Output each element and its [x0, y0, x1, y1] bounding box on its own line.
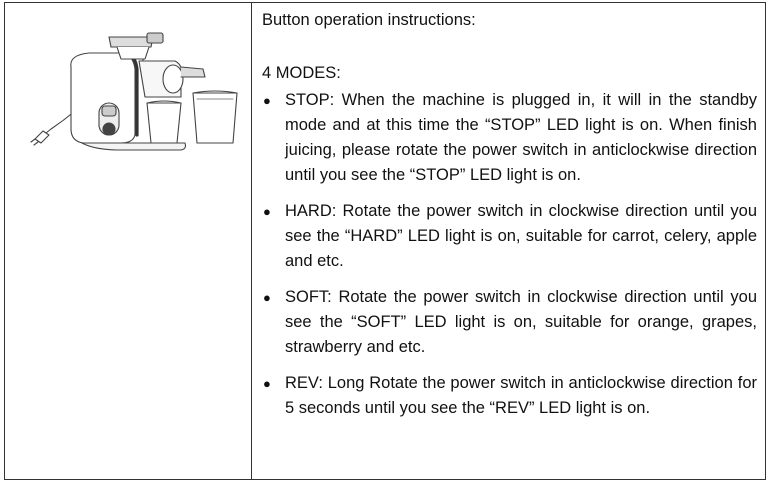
mode-item-hard: [262, 199, 757, 274]
juicer-illustration: [5, 3, 251, 163]
modes-label: 4 MODES:: [262, 64, 341, 82]
mode-text-stop: STOP: When the machine is plugged in, it will in the standby mode and at this time the “STOP” LED light is on. When finish juicing, please rotate the power switch in anticlockwise direction until you see the “STOP” LED light is on.: [285, 91, 757, 184]
mode-item-stop: [262, 88, 757, 188]
bullet-icon: ●: [263, 93, 271, 108]
bullet-icon: ●: [263, 376, 271, 391]
juicer-image-cell: [5, 3, 251, 479]
mode-text-hard: HARD: Rotate the power switch in clockwise direction until you see the “HARD” LED light is on, suitable for carrot, celery, apple and etc.: [285, 202, 757, 270]
mode-item-rev: [262, 371, 757, 421]
bullet-icon: ●: [263, 290, 271, 305]
instructions-cell: [252, 3, 765, 479]
instructions-heading: Button operation instructions:: [262, 11, 476, 29]
mode-text-rev: REV: Long Rotate the power switch in anticlockwise direction for 5 seconds until you see the “REV” LED light is on.: [285, 374, 757, 417]
bullet-icon: ●: [263, 204, 271, 219]
mode-text-soft: SOFT: Rotate the power switch in clockwise direction until you see the “SOFT” LED light is on, suitable for orange, grapes, strawberry and etc.: [285, 288, 757, 356]
instruction-table: [4, 2, 766, 480]
mode-item-soft: [262, 285, 757, 360]
